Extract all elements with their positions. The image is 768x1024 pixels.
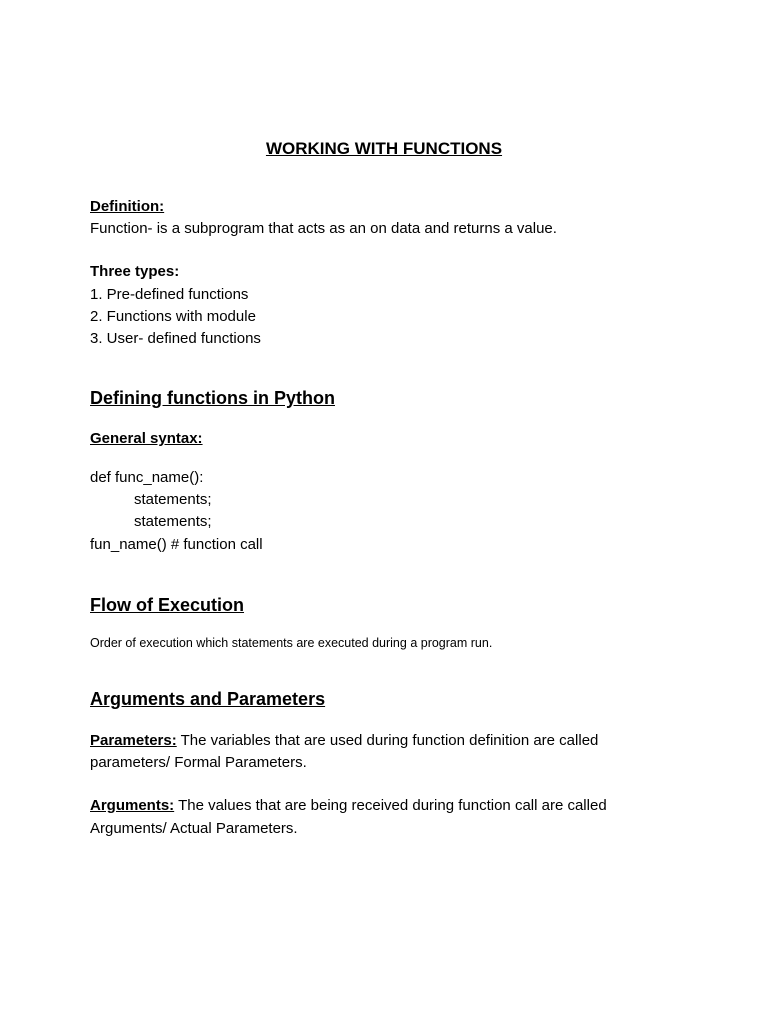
section-heading-defining: Defining functions in Python	[90, 388, 335, 408]
parameters-paragraph	[90, 730, 598, 752]
code-line: fun_name() # function call	[90, 536, 263, 553]
code-line: def func_name():	[90, 469, 204, 486]
list-item: 2. Functions with module	[90, 308, 256, 325]
arguments-text: The values that are being received during function call are called	[174, 797, 607, 814]
list-item: 3. User- defined functions	[90, 330, 261, 347]
code-line: statements;	[134, 491, 212, 508]
section-heading-args: Arguments and Parameters	[90, 689, 326, 709]
parameters-label: Parameters:	[90, 732, 177, 749]
definition-label: Definition:	[90, 198, 165, 215]
flow-text: Order of execution which statements are executed during a program run.	[90, 636, 493, 650]
types-label: Three types:	[90, 263, 180, 280]
page-title	[0, 138, 768, 160]
syntax-label: General syntax:	[90, 430, 203, 447]
arguments-paragraph	[90, 795, 607, 817]
list-item: 1. Pre-defined functions	[90, 286, 249, 303]
definition-text: Function- is a subprogram that acts as an on data and returns a value.	[90, 220, 557, 237]
parameters-text: The variables that are used during function definition are called	[176, 732, 599, 749]
arguments-text-cont: Arguments/ Actual Parameters.	[90, 820, 298, 837]
page-title-text: WORKING WITH FUNCTIONS	[265, 139, 503, 158]
parameters-text-cont: parameters/ Formal Parameters.	[90, 754, 307, 771]
arguments-label: Arguments:	[90, 797, 175, 814]
section-heading-flow: Flow of Execution	[90, 595, 245, 615]
code-line: statements;	[134, 513, 212, 530]
